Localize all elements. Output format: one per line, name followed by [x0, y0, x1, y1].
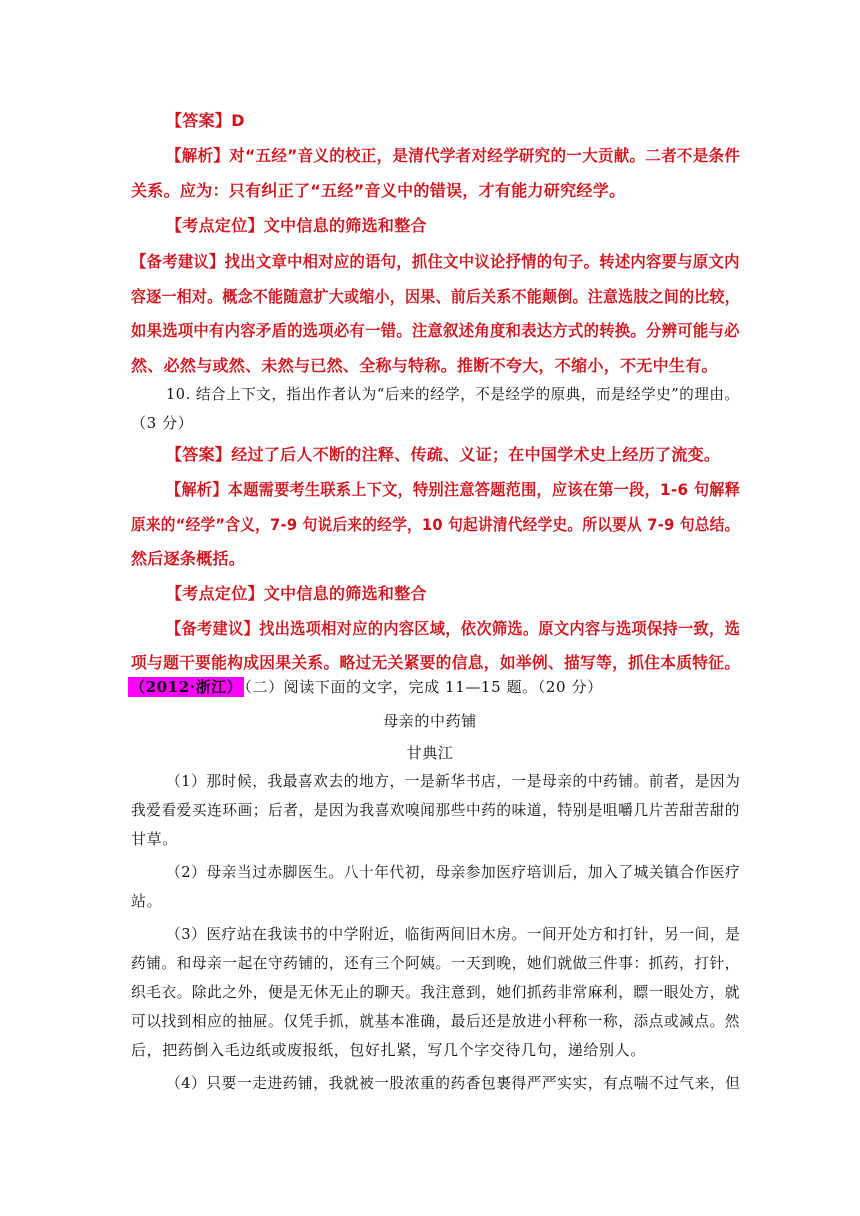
question-10-score: （3 分） [131, 414, 194, 432]
answer-label: 【答案】D [166, 111, 245, 130]
analysis-line: 关系。应为：只有纠正了“五经”音义中的错误，才有能力研究经学。 [131, 181, 626, 200]
analysis-line: 原来的“经学”含义，7-9 句说后来的经学，10 句起讲清代经学史。所以要从 7-9 句总结。 [131, 515, 740, 534]
paragraph-line: （4）只要一走进药铺，我就被一股浓重的药香包裹得严严实实，有点喘不过气来，但 [166, 1074, 741, 1092]
paragraph-line: 后，把药倒入毛边纸或废报纸，包好扎紧，写几个字交待几句，递给别人。 [131, 1041, 646, 1059]
analysis-line: 【解析】本题需要考生联系上下文，特别注意答题范围，应该在第一段，1-6 句解释 [166, 480, 741, 499]
paragraph-line: 药铺。和母亲一起在守药铺的，还有三个阿姨。一天到晚，她们就做三件事：抓药，打针， [131, 954, 741, 972]
paragraph-line: 可以找到相应的抽屉。仅凭手抓，就基本准确，最后还是放进小秤称一称，添点或减点。然 [131, 1012, 741, 1030]
advice-line: 【备考建议】找出选项相对应的内容区域，依次筛选。原文内容与选项保持一致，选 [166, 619, 741, 638]
source-tag: （2012·浙江） [130, 678, 243, 696]
paragraph-line: 我爱看爱买连环画；后者，是因为我喜欢嗅闻那些中药的味道，特别是咀嚼几片苦甜苦甜的 [131, 801, 741, 819]
section-intro: （二）阅读下面的文字，完成 11—15 题。（20 分） [244, 678, 603, 696]
focus-line: 【考点定位】文中信息的筛选和整合 [166, 584, 427, 603]
advice-line: 容逐一相对。概念不能随意扩大或缩小，因果、前后关系不能颠倒。注意选肢之间的比较， [131, 287, 740, 306]
passage-author: 甘典江 [406, 744, 454, 762]
focus-line: 【考点定位】文中信息的筛选和整合 [166, 216, 427, 235]
paragraph-line: （1）那时候，我最喜欢去的地方，一是新华书店，一是母亲的中药铺。前者，是因为 [166, 772, 741, 790]
advice-line: 项与题干要能构成因果关系。略过无关紧要的信息，如举例、描写等，抓住本质特征。 [131, 653, 741, 672]
advice-line: 【备考建议】找出文章中相对应的语句，抓住文中议论抒情的句子。转述内容要与原文内 [131, 252, 740, 271]
analysis-line: 【解析】对“五经”音义的校正，是清代学者对经学研究的一大贡献。二者不是条件 [166, 146, 741, 165]
paragraph-line: 甘草。 [131, 830, 178, 848]
section-intro-line [128, 676, 603, 698]
paragraph-line: 织毛衣。除此之外，便是无休无止的聊天。我注意到，她们抓药非常麻利，瞟一眼处方，就 [131, 983, 741, 1001]
advice-line: 如果选项中有内容矛盾的选项必有一错。注意叙述角度和表达方式的转换。分辨可能与必 [131, 321, 740, 340]
paragraph-line: （2）母亲当过赤脚医生。八十年代初，母亲参加医疗培训后，加入了城关镇合作医疗 [166, 863, 741, 881]
paragraph-line: 站。 [131, 892, 163, 910]
advice-line: 然、必然与或然、未然与已然、全称与特称。推断不夸大，不缩小，不无中生有。 [131, 356, 718, 375]
passage-title: 母亲的中药铺 [383, 712, 477, 730]
analysis-line: 然后逐条概括。 [131, 549, 246, 568]
paragraph-line: （3）医疗站在我读书的中学附近，临街两间旧木房。一间开处方和打针，另一间，是 [166, 925, 741, 943]
question-10-line: 10. 结合上下文，指出作者认为“后来的经学，不是经学的原典，而是经学史”的理由。 [166, 385, 740, 403]
answer-line: 【答案】经过了后人不断的注释、传疏、义证；在中国学术史上经历了流变。 [166, 445, 721, 464]
